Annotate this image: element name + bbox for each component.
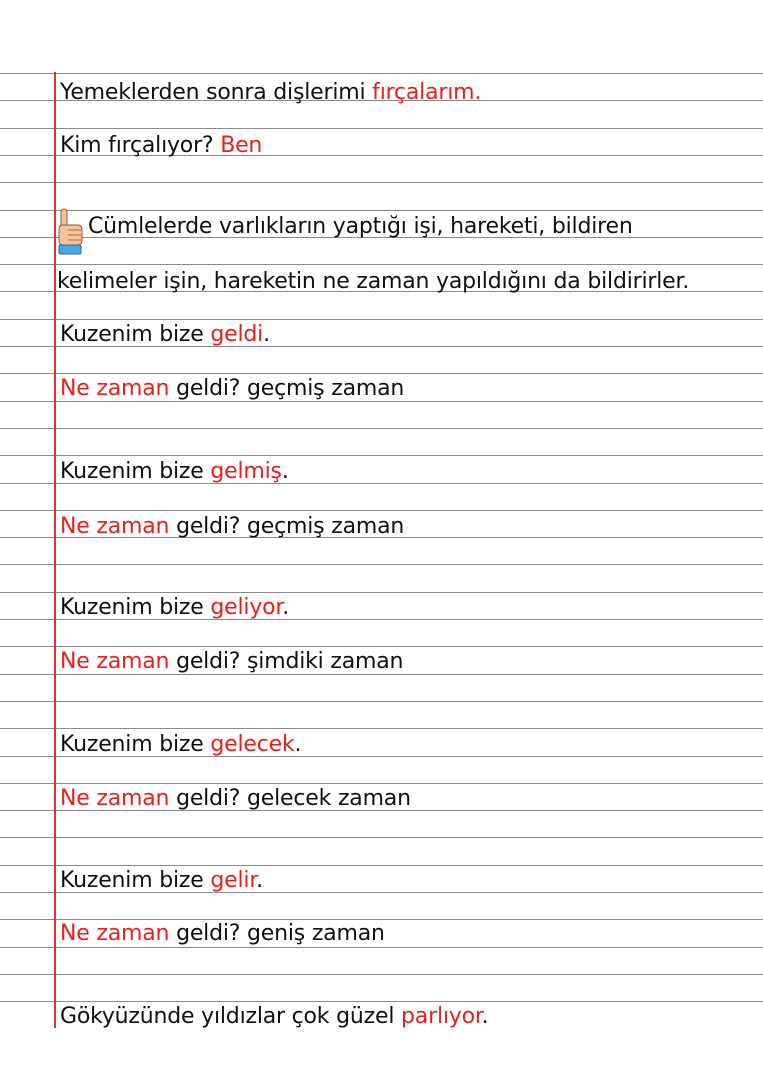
highlighted-text: Ne zaman <box>60 514 170 539</box>
line-text: Cümlelerde varlıkların yaptığı işi, hareketi, bildiren <box>88 214 633 239</box>
ruled-line <box>0 73 763 74</box>
text-line <box>88 212 633 242</box>
ruled-line <box>0 264 763 265</box>
line-text: . <box>281 459 289 484</box>
highlighted-text: gelir <box>210 868 257 893</box>
highlighted-text: Ne zaman <box>60 649 170 674</box>
line-text: Kim fırçalıyor? <box>60 133 221 158</box>
highlighted-text: geldi <box>210 322 264 347</box>
line-text: Kuzenim bize <box>60 322 211 347</box>
highlighted-text: Ne zaman <box>60 376 170 401</box>
text-line <box>60 730 301 760</box>
text-line <box>60 320 270 350</box>
line-text: kelimeler işin, hareketin ne zaman yapıldığını da bildirirler. <box>57 269 690 294</box>
line-text: geldi? geniş zaman <box>169 921 385 946</box>
text-line <box>60 457 289 487</box>
ruled-line <box>0 510 763 511</box>
line-text: Yemeklerden sonra dişlerimi <box>60 80 373 105</box>
ruled-line <box>0 128 763 129</box>
line-text: Kuzenim bize <box>60 459 211 484</box>
line-text: . <box>481 1004 489 1029</box>
ruled-line <box>0 728 763 729</box>
text-line <box>60 593 289 623</box>
text-line <box>60 919 385 949</box>
line-text: geldi? gelecek zaman <box>169 786 411 811</box>
line-text: . <box>294 732 302 757</box>
highlighted-text: gelmiş <box>210 459 282 484</box>
ruled-line <box>0 428 763 429</box>
ruled-line <box>0 974 763 975</box>
ruled-line <box>0 701 763 702</box>
ruled-line <box>0 182 763 183</box>
line-text: Kuzenim bize <box>60 868 211 893</box>
line-text: . <box>263 322 270 347</box>
text-line <box>60 512 404 542</box>
text-line <box>60 131 262 161</box>
text-line <box>60 784 411 814</box>
line-text: geldi? şimdiki zaman <box>169 649 404 674</box>
line-text: geldi? geçmiş zaman <box>169 514 405 539</box>
line-text: Kuzenim bize <box>60 595 211 620</box>
ruled-line <box>0 210 763 211</box>
text-line <box>60 866 263 896</box>
highlighted-text: geliyor <box>210 595 283 620</box>
text-line <box>57 267 689 297</box>
line-text: Gökyüzünde yıldızlar çok güzel <box>60 1004 402 1029</box>
line-text: . <box>282 595 290 620</box>
pointing-hand-icon <box>56 207 84 257</box>
ruled-line <box>0 837 763 838</box>
text-line <box>60 78 481 108</box>
highlighted-text: Ne zaman <box>60 786 170 811</box>
ruled-line <box>0 564 763 565</box>
highlighted-text: gelecek <box>210 732 295 757</box>
text-line <box>60 647 403 677</box>
text-line <box>60 374 404 404</box>
line-text: . <box>256 868 263 893</box>
line-text: geldi? geçmiş zaman <box>169 376 405 401</box>
line-text: Kuzenim bize <box>60 732 211 757</box>
highlighted-text: Ne zaman <box>60 921 170 946</box>
ruled-line <box>0 455 763 456</box>
highlighted-text: parlıyor <box>401 1004 482 1029</box>
highlighted-text: fırçalarım. <box>372 80 482 105</box>
highlighted-text: Ben <box>220 133 263 158</box>
text-line <box>60 1002 488 1032</box>
